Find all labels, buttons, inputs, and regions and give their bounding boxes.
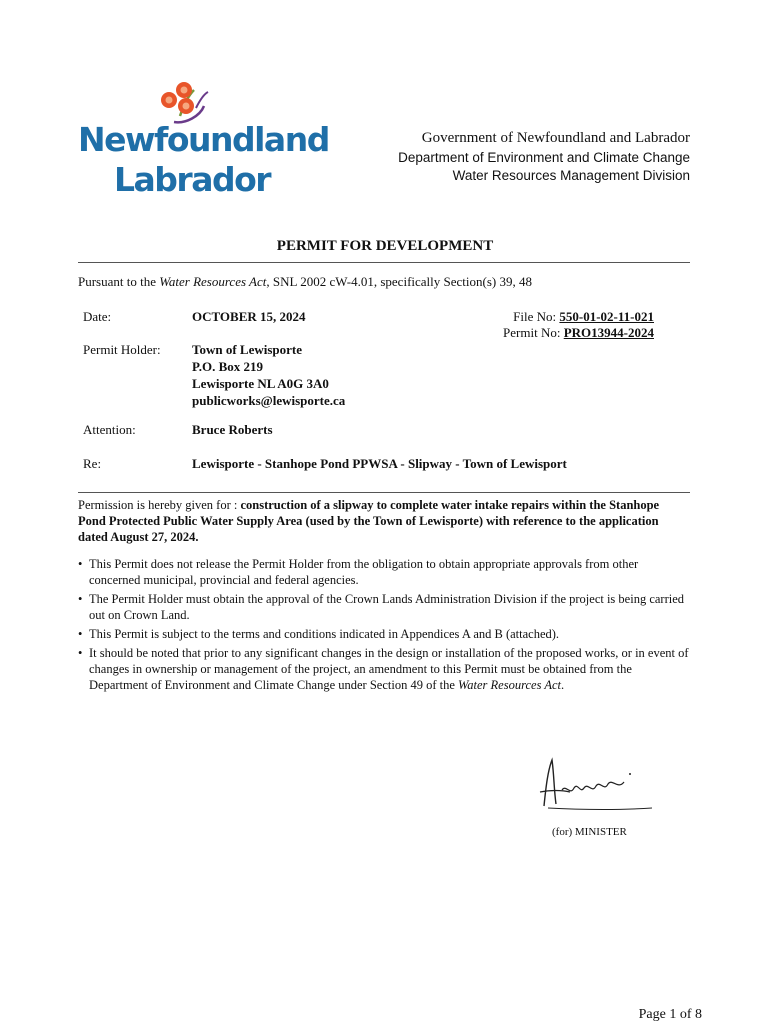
- section-divider: [78, 492, 690, 493]
- attention-label: Attention:: [83, 422, 136, 437]
- date-label: Date:: [83, 309, 112, 324]
- permission-prefix: Permission is hereby given for :: [78, 498, 241, 512]
- condition-item: • The Permit Holder must obtain the approval of the Crown Lands Administration Division if the project is being carried out on Crown Land.: [78, 591, 692, 623]
- permission-body: construction of a slipway to complete water intake repairs within the Stanhope Pond Protected Public Water Supply Area (used by the Town of Lewisporte) with reference to the application dated August 27, 2024.: [78, 498, 660, 544]
- title-divider: [78, 262, 690, 263]
- permission-statement: [78, 497, 690, 545]
- holder-city: Lewisporte NL A0G 3A0: [192, 376, 329, 391]
- permit-no-value: PRO13944-2024: [563, 325, 654, 340]
- attention-value: Bruce Roberts: [192, 422, 273, 437]
- division-name: Water Resources Management Division: [452, 168, 690, 183]
- newfoundland-labrador-logo: [76, 80, 329, 199]
- condition-act: Water Resources Act: [458, 678, 562, 692]
- permit-no-label: Permit No:: [503, 325, 564, 340]
- condition-item: [78, 645, 692, 693]
- conditions-list: [78, 556, 692, 696]
- date-value: OCTOBER 15, 2024: [192, 309, 306, 324]
- holder-email: publicworks@lewisporte.ca: [192, 393, 346, 408]
- holder-name: Town of Lewisporte: [192, 342, 303, 357]
- permit-no-row: [503, 325, 654, 341]
- re-label: Re:: [83, 456, 102, 471]
- re-value: Lewisporte - Stanhope Pond PPWSA - Slipway - Town of Lewisport: [192, 456, 567, 471]
- document-title: PERMIT FOR DEVELOPMENT: [276, 238, 494, 254]
- condition-text: It should be noted that prior to any significant changes in the design or installation of the proposed works, or in event of changes in ownership or management of the project, an amendment to this Permit must be obtained from the Department of Environment and Climate Change under Section 49 of the: [89, 646, 689, 692]
- pursuant-line: [78, 274, 532, 290]
- government-name: Government of Newfoundland and Labrador: [421, 130, 690, 146]
- pursuant-prefix: Pursuant to the: [78, 274, 160, 289]
- pursuant-suffix: , SNL 2002 cW-4.01, specifically Section(s) 39, 48: [266, 274, 532, 289]
- logo-word-labrador: Labrador: [114, 160, 271, 199]
- file-no-row: [503, 309, 654, 325]
- page-number: Page 1 of 8: [638, 1007, 702, 1022]
- handwritten-signature: [534, 756, 654, 814]
- department-name: Department of Environment and Climate Change: [398, 150, 690, 165]
- file-numbers: [503, 309, 654, 341]
- condition-end: .: [561, 678, 565, 692]
- condition-item: • This Permit does not release the Permit Holder from the obligation to obtain appropriate approvals from other concerned municipal, provincial and federal agencies.: [78, 556, 692, 588]
- logo-word-newfoundland: Newfoundland: [78, 120, 329, 159]
- holder-po-box: P.O. Box 219: [192, 359, 264, 374]
- permit-holder-address: [192, 341, 345, 409]
- file-no-value: 550-01-02-11-021: [559, 309, 654, 324]
- signature-caption: (for) MINISTER: [552, 826, 627, 838]
- condition-item: • This Permit is subject to the terms and conditions indicated in Appendices A and B (attached).: [78, 626, 692, 642]
- permit-holder-label: Permit Holder:: [83, 342, 161, 357]
- pursuant-act: Water Resources Act: [159, 274, 267, 289]
- file-no-label: File No:: [513, 309, 560, 324]
